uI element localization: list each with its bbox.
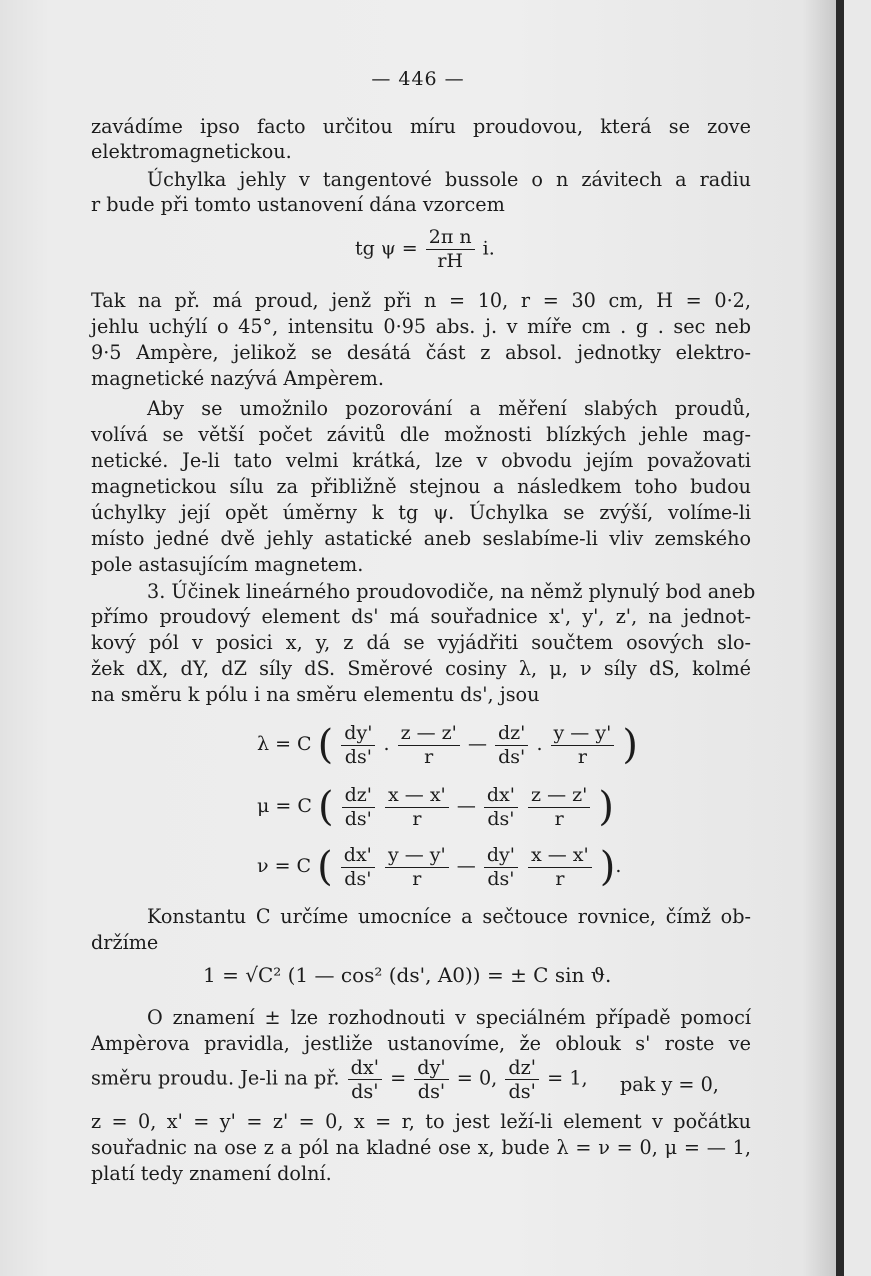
formula-mu [257, 784, 614, 830]
denominator: r [412, 867, 422, 890]
fraction [398, 721, 460, 768]
text-line: Tak na př. má proud, jenž při n = 10, r = 30 cm, H = 0·2, [91, 289, 751, 312]
numerator: dy' [484, 846, 518, 868]
minus-operator: — [467, 733, 487, 755]
right-paren: ) [599, 844, 616, 890]
fraction [426, 228, 475, 271]
text-line: 3. Účinek lineárného proudovodiče, na němž plynulý bod aneb [147, 580, 756, 603]
text-line: Aby se umožnilo pozorování a měření slabých proudů, [147, 397, 751, 420]
fraction [385, 783, 449, 830]
formula-tangent [355, 228, 495, 271]
numerator: y — y' [385, 846, 449, 868]
text-line: pole astasujícím magnetem. [91, 553, 364, 576]
text-line: magnetickou sílu za přibližně stejnou a následkem toho budou [91, 475, 751, 498]
denominator: ds' [417, 1080, 446, 1104]
denominator: ds' [344, 867, 372, 890]
text-line: přímo proudový element ds' má souřadnice x', y', z', na jednot- [91, 605, 751, 628]
text-line: místo jedné dvě jehly astatické aneb seslabíme-li vliv zemského [91, 527, 751, 550]
text-line: elektromagnetickou. [91, 140, 292, 163]
formula-lhs: tg ψ = [355, 237, 418, 260]
right-paren: ) [622, 722, 638, 768]
denominator: ds' [498, 745, 526, 768]
numerator: dy' [414, 1058, 448, 1080]
numerator: z — z' [398, 724, 460, 746]
fraction [484, 843, 518, 890]
denominator: ds' [344, 745, 372, 768]
denominator: r [412, 807, 422, 830]
numerator: dx' [484, 786, 518, 808]
text-line: souřadnic na ose z a pól na kladné ose x, bude λ = ν = 0, μ = — 1, [91, 1136, 751, 1159]
fraction [551, 721, 615, 768]
text-line: zavádíme ipso facto určitou míru proudovou, která se zove [91, 115, 751, 138]
formula-lhs: μ = C [257, 795, 312, 817]
denominator: ds' [351, 1080, 379, 1104]
numerator: dz' [495, 724, 528, 746]
formula-constant: 1 = √C² (1 — cos² (ds', A0)) = ± C sin ϑ. [203, 963, 612, 987]
fraction [341, 843, 375, 890]
equals-operator: = [390, 1066, 407, 1090]
numerator: dy' [341, 724, 375, 746]
fraction [528, 783, 590, 830]
text-line: Konstantu C určíme umocníce a sečtouce rovnice, čímž ob- [147, 905, 751, 928]
numerator: dx' [341, 846, 375, 868]
formula-lhs: λ = C [257, 733, 312, 755]
fraction [484, 783, 518, 830]
text-line: kový pól v posici x, y, z dá se vyjádřiti součtem osových slo- [91, 631, 751, 654]
fraction [341, 721, 375, 768]
left-paren: ( [317, 784, 334, 830]
denominator: r [577, 745, 587, 768]
text-line: platí tedy znamení dolní. [91, 1162, 332, 1185]
left-paren: ( [317, 722, 334, 768]
numerator: dz' [342, 786, 375, 808]
equals-operator: = 1, [547, 1066, 588, 1090]
text-line: O znamení ± lze rozhodnouti v speciálném případě pomocí [147, 1006, 751, 1029]
denominator: rH [437, 250, 463, 272]
text-line: žek dX, dY, dZ síly dS. Směrové cosiny λ, μ, ν síly dS, kolmé [91, 657, 751, 680]
formula-lambda: λ = C ( $\frac{dy'}{ds'}$ . $\frac{z — z'}{r}$ — $\frac{dz'}{ds'}$ . $\frac{y — y'}{r}$ ) [257, 721, 638, 768]
numerator: 2π n [426, 228, 475, 250]
fraction [505, 1056, 539, 1104]
text-line: na směru k pólu i na směru elementu ds', jsou [91, 683, 540, 706]
numerator: x — x' [528, 846, 592, 868]
text-line: úchylky její opět úměrny k tg ψ. Úchylka se zvýší, volíme-li [91, 501, 751, 524]
text-line: volívá se větší počet závitů dle možnosti blízkých jehle mag- [91, 423, 751, 446]
fraction [414, 1056, 448, 1104]
equals-operator: = 0, [456, 1066, 498, 1090]
fraction [385, 843, 449, 890]
numerator: dx' [348, 1058, 382, 1080]
text-line: Ampèrova pravidla, jestliže ustanovíme, že oblouk s' roste ve [91, 1032, 751, 1055]
denominator: ds' [344, 807, 372, 830]
left-paren: ( [317, 844, 333, 890]
text-line: netické. Je-li tato velmi krátká, lze v obvodu jejím považovati [91, 449, 751, 472]
denominator: ds' [508, 1080, 536, 1104]
text-line: z = 0, x' = y' = z' = 0, x = r, to jest leží-li element v počátku [91, 1110, 751, 1133]
text-fragment: pak y = 0, [620, 1073, 719, 1096]
page-number: — 446 — [371, 68, 465, 90]
denominator: r [555, 867, 565, 890]
text-line: držíme [91, 931, 159, 954]
fraction [528, 843, 592, 890]
numerator: dz' [505, 1058, 539, 1080]
page-binding [836, 0, 844, 1276]
minus-operator: — [456, 855, 476, 877]
deriv-line [91, 1056, 588, 1104]
formula-tail: . [615, 855, 622, 877]
right-paren: ) [598, 784, 615, 830]
fraction [342, 783, 375, 830]
text-line: jehlu uchýlí o 45°, intensitu 0·95 abs. j. v míře cm . g . sec neb [91, 315, 751, 338]
text-line: 9·5 Ampère, jelikož se desátá část z absol. jednotky elektro- [91, 341, 751, 364]
formula-lhs: ν = C [257, 855, 312, 877]
denominator: ds' [487, 867, 515, 890]
text-line: Úchylka jehly v tangentové bussole o n závitech a radiu [147, 168, 751, 191]
fraction [348, 1056, 382, 1104]
text-line: r bude při tomto ustanovení dána vzorcem [91, 193, 505, 216]
formula-nu [257, 844, 621, 890]
text-fragment: směru proudu. Je-li na př. [91, 1066, 340, 1090]
minus-operator: — [456, 795, 476, 817]
numerator: z — z' [528, 786, 590, 808]
numerator: y — y' [551, 724, 615, 746]
fraction [495, 721, 528, 768]
dot-operator: . [383, 733, 390, 755]
denominator: r [554, 807, 564, 830]
formula-tail: i. [482, 237, 495, 260]
text-line: magnetické nazývá Ampèrem. [91, 367, 384, 390]
denominator: r [424, 745, 434, 768]
numerator: x — x' [385, 786, 449, 808]
denominator: ds' [487, 807, 515, 830]
next-page-edge [844, 0, 871, 1276]
